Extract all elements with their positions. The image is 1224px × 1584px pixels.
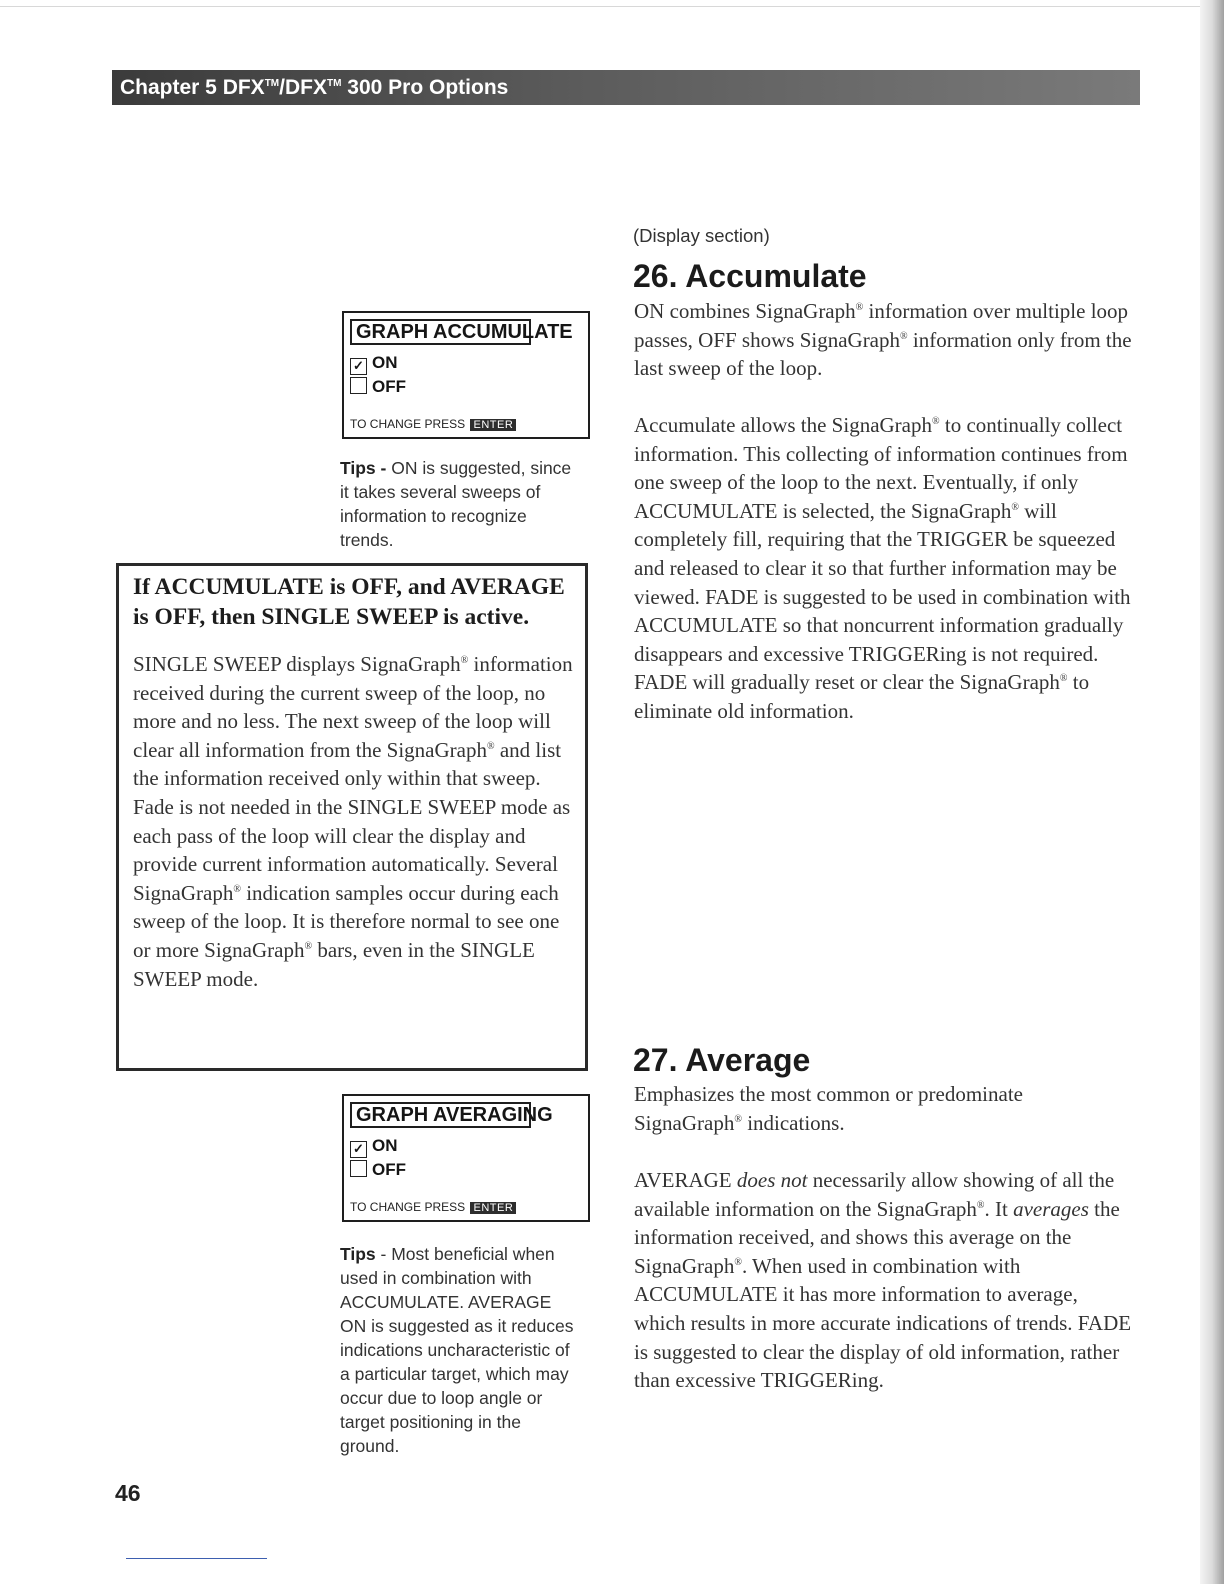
tips-label: Tips - (340, 458, 387, 478)
accumulate-heading: 26. Accumulate (633, 258, 867, 294)
change-text: TO CHANGE PRESS (350, 417, 466, 431)
option-label: ON (372, 353, 398, 372)
option-off (350, 1160, 406, 1180)
averaging-tips (340, 1242, 580, 1458)
enter-key-icon: ENTER (470, 419, 516, 431)
change-instruction (350, 417, 516, 431)
chapter-title-mid: /DFX (279, 76, 327, 99)
callout-body: SINGLE SWEEP displays SignaGraph® information received during the current sweep of the loop, no more and no less. The next sweep of the loop will clear all information from the SignaGraph® and list the information received only within that sweep. Fade is not needed in the SINGLE SWEEP mode as each pass of the loop will clear the display and provide current information automatically. Several SignaGraph® indication samples occur during each sweep of the loop. It is therefore normal to see one or more SignaGraph® bars, even in the SINGLE SWEEP mode. (133, 652, 573, 991)
accumulate-tips (340, 456, 580, 552)
tips-text: - Most beneficial when used in combination with ACCUMULATE. AVERAGE ON is suggested as it reduces indications uncharacteristic of a particular target, which may occur due to loop angle or target positioning in the ground. (340, 1244, 574, 1456)
checkbox-checked-icon: ✓ (350, 358, 367, 375)
chapter-header (112, 70, 1140, 105)
accumulate-description: ON combines SignaGraph® information over multiple loop passes, OFF shows SignaGraph® information only from the last sweep of the loop. (634, 299, 1132, 381)
page-edge-shadow (1200, 0, 1224, 1584)
callout-heading: If ACCUMULATE is OFF, and AVERAGE is OFF, then SINGLE SWEEP is active. (133, 574, 565, 630)
top-rule (0, 6, 1200, 7)
screen-title: GRAPH ACCUMULATE (350, 319, 531, 345)
graph-accumulate-screen (342, 311, 590, 439)
chapter-title-suffix: 300 Pro Options (341, 76, 509, 99)
enter-key-icon: ENTER (470, 1202, 516, 1214)
average-description: Emphasizes the most common or predominate SignaGraph® indications. (634, 1082, 1023, 1135)
screen-title: GRAPH AVERAGING (350, 1102, 531, 1128)
option-on (350, 353, 398, 373)
graph-averaging-screen (342, 1094, 590, 1222)
trademark-mark: TM (327, 78, 342, 89)
section-label: (Display section) (633, 225, 770, 246)
single-sweep-callout (116, 563, 588, 1071)
option-off (350, 377, 406, 397)
footer-rule (126, 1558, 267, 1559)
average-heading: 27. Average (633, 1042, 811, 1078)
average-body: AVERAGE does not necessarily allow showing of all the available information on the SignaGraph®. It averages the information received, and shows this average on the SignaGraph®. When used in combination with ACCUMULATE it has more information to average, which results in more accurate indications of trends. FADE is suggested to clear the display of old information, rather than excessive TRIGGERing. (634, 1168, 1132, 1393)
trademark-mark: TM (264, 78, 280, 89)
change-instruction (350, 1200, 516, 1214)
tips-text: ON is suggested, since it takes several sweeps of information to recognize trends. (340, 458, 572, 550)
option-label: OFF (372, 1160, 406, 1179)
option-on (350, 1136, 398, 1156)
checkbox-checked-icon: ✓ (350, 1141, 367, 1158)
checkbox-empty-icon (350, 1160, 367, 1177)
checkbox-empty-icon (350, 377, 367, 394)
option-label: OFF (372, 377, 406, 396)
page-number: 46 (115, 1480, 141, 1506)
accumulate-body: Accumulate allows the SignaGraph® to continually collect information. This collecting of information continues from one sweep of the loop to the next. Eventually, if only ACCUMULATE is selected, the SignaGraph® will completely fill, requiring that the TRIGGER be squeezed and released to clear it so that further information may be viewed. FADE is suggested to be used in combination with ACCUMULATE so that noncurrent information gradually disappears and excessive TRIGGERing is not required. FADE will gradually reset or clear the SignaGraph® to eliminate old information. (634, 413, 1131, 723)
chapter-title-prefix: Chapter 5 DFX (120, 76, 265, 99)
change-text: TO CHANGE PRESS (350, 1200, 466, 1214)
tips-label: Tips (340, 1244, 376, 1264)
option-label: ON (372, 1136, 398, 1155)
